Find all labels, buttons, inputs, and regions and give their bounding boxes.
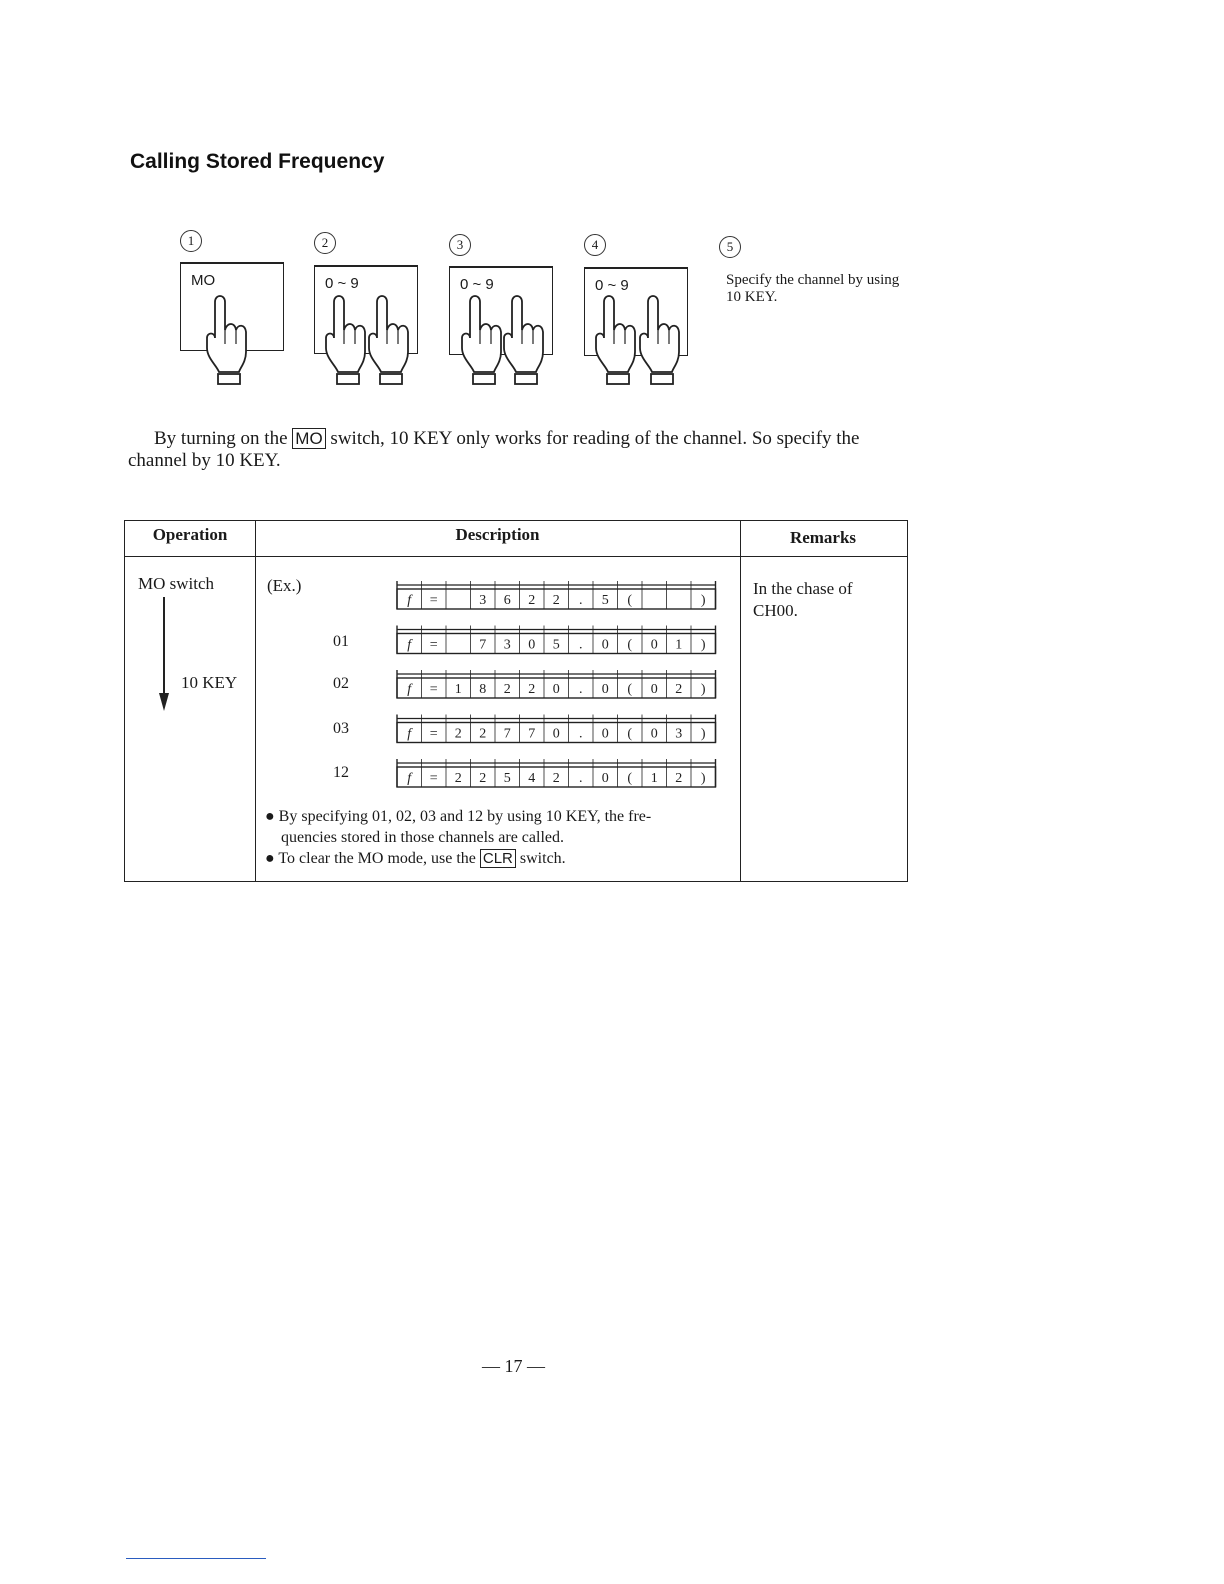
lcd-char: 2 — [675, 682, 683, 697]
lcd-char: = — [429, 637, 438, 653]
operation-table — [124, 520, 908, 882]
step5-note-line: Specify the channel by using — [726, 272, 900, 288]
lcd-row — [397, 715, 716, 743]
lcd-char: . — [579, 637, 583, 653]
operation-end: 10 KEY — [181, 673, 238, 692]
lcd-char: 2 — [479, 726, 487, 742]
bullet-icon: ● — [265, 850, 275, 867]
lcd-char: 3 — [479, 593, 487, 608]
lcd-row — [397, 670, 716, 698]
lcd-char: 5 — [601, 593, 609, 608]
lcd-char: 0 — [650, 682, 658, 697]
step-number: 5 — [719, 236, 741, 258]
lcd-char: f — [407, 637, 412, 653]
lcd-char: 2 — [479, 771, 487, 786]
lcd-char: ( — [627, 593, 633, 608]
example-label: (Ex.) — [267, 576, 302, 595]
lcd-char: f — [407, 593, 412, 608]
key-label: 0 ~ 9 — [325, 275, 359, 292]
lcd-char: 7 — [528, 726, 536, 742]
lcd-char: 1 — [650, 771, 658, 786]
lcd-char: 0 — [552, 726, 560, 742]
lcd-char: 5 — [503, 771, 511, 786]
step-number: 2 — [314, 232, 336, 254]
lcd-char: 0 — [601, 726, 609, 742]
bullet-text: By specifying 01, 02, 03 and 12 by using 10 KEY, the fre- — [278, 808, 652, 825]
remarks-line: CH00. — [753, 601, 798, 620]
lcd-char: ( — [627, 771, 633, 786]
lcd-char: f — [407, 771, 412, 786]
lcd-char: 0 — [650, 726, 658, 742]
lcd-char: 3 — [503, 637, 511, 653]
key-label: MO — [191, 272, 216, 289]
bullet-item — [265, 807, 651, 827]
hand-icon — [640, 296, 679, 384]
lcd-char: ( — [627, 682, 633, 697]
lcd-char: 2 — [454, 771, 462, 786]
lcd-char: = — [429, 593, 438, 608]
step-number: 3 — [449, 234, 471, 256]
lcd-char: ) — [700, 726, 706, 742]
lcd-char: 2 — [528, 682, 536, 697]
header-description: Description — [455, 525, 540, 544]
lcd-char: 1 — [454, 682, 462, 697]
lcd-char: 2 — [552, 771, 560, 786]
step-number: 4 — [584, 234, 606, 256]
lcd-char: . — [579, 771, 583, 786]
channel-label: 12 — [333, 764, 349, 781]
step5-note — [726, 272, 946, 306]
header-operation: Operation — [152, 525, 228, 544]
lcd-char: f — [407, 726, 412, 742]
remarks-line: In the chase of — [753, 579, 853, 598]
bullet-text: To clear the MO mode, use the — [278, 850, 476, 867]
lcd-char: 2 — [454, 726, 462, 742]
lcd-char: ( — [627, 637, 633, 653]
bullet-icon: ● — [265, 808, 275, 825]
bullet-text: switch. — [519, 850, 566, 867]
hand-icon — [596, 296, 635, 384]
step-number: 1 — [180, 230, 202, 252]
lcd-row — [397, 581, 716, 609]
lcd-char: 0 — [601, 637, 609, 653]
step5-note-line: 10 KEY. — [726, 289, 778, 305]
lcd-char: . — [579, 726, 583, 742]
footer-rule — [126, 1558, 266, 1559]
lcd-char: 8 — [479, 682, 487, 697]
lcd-char: 0 — [552, 682, 560, 697]
key-label: 0 ~ 9 — [595, 277, 629, 294]
lcd-char: f — [407, 682, 412, 697]
bullet-item — [265, 849, 566, 869]
intro-text: By turning on the — [154, 428, 288, 449]
channel-label: 02 — [333, 675, 349, 692]
lcd-char: 2 — [552, 593, 560, 608]
lcd-char: = — [429, 682, 438, 697]
page-title: Calling Stored Frequency — [130, 150, 385, 173]
lcd-char: 5 — [552, 637, 560, 653]
arrow-down-icon — [155, 597, 175, 713]
lcd-char: . — [579, 593, 583, 608]
page-number: — 17 — — [482, 1356, 545, 1376]
bullet-continuation: quencies stored in those channels are called. — [281, 829, 564, 846]
lcd-char: = — [429, 771, 438, 786]
lcd-char: 7 — [479, 637, 487, 653]
operation-start: MO switch — [138, 574, 215, 593]
lcd-char: 0 — [601, 682, 609, 697]
hand-icon — [504, 296, 543, 384]
lcd-char: 0 — [650, 637, 658, 653]
channel-label: 03 — [333, 720, 349, 737]
remarks-text — [753, 578, 853, 622]
lcd-char: 3 — [675, 726, 683, 742]
lcd-char: 1 — [675, 637, 683, 653]
lcd-row — [397, 626, 716, 654]
lcd-char: . — [579, 682, 583, 697]
intro-text: switch, 10 KEY only works for reading of the channel. So specify the channel by 10 KEY. — [128, 428, 860, 471]
lcd-char: ) — [700, 682, 706, 697]
lcd-char: 4 — [528, 771, 536, 786]
channel-label: 01 — [333, 633, 349, 650]
lcd-char: = — [429, 726, 438, 742]
mo-keycap: MO — [292, 428, 325, 449]
lcd-char: 2 — [503, 682, 511, 697]
lcd-readouts — [395, 571, 725, 801]
lcd-char: ( — [627, 726, 633, 742]
key-label: 0 ~ 9 — [460, 276, 494, 293]
intro-paragraph — [128, 428, 918, 472]
lcd-char: 2 — [528, 593, 536, 608]
pressing-hand-icons — [0, 0, 1224, 400]
hand-icon — [207, 296, 246, 384]
clr-keycap: CLR — [480, 849, 516, 868]
lcd-char: 2 — [675, 771, 683, 786]
lcd-char: 0 — [528, 637, 536, 653]
lcd-char: ) — [700, 637, 706, 653]
lcd-char: 0 — [601, 771, 609, 786]
header-remarks: Remarks — [789, 528, 857, 547]
hand-icon — [462, 296, 501, 384]
lcd-char: 6 — [503, 593, 511, 608]
lcd-char: ) — [700, 771, 706, 786]
lcd-char: ) — [700, 593, 706, 608]
hand-icon — [369, 296, 408, 384]
lcd-char: 7 — [503, 726, 511, 742]
lcd-row — [397, 759, 716, 787]
hand-icon — [326, 296, 365, 384]
